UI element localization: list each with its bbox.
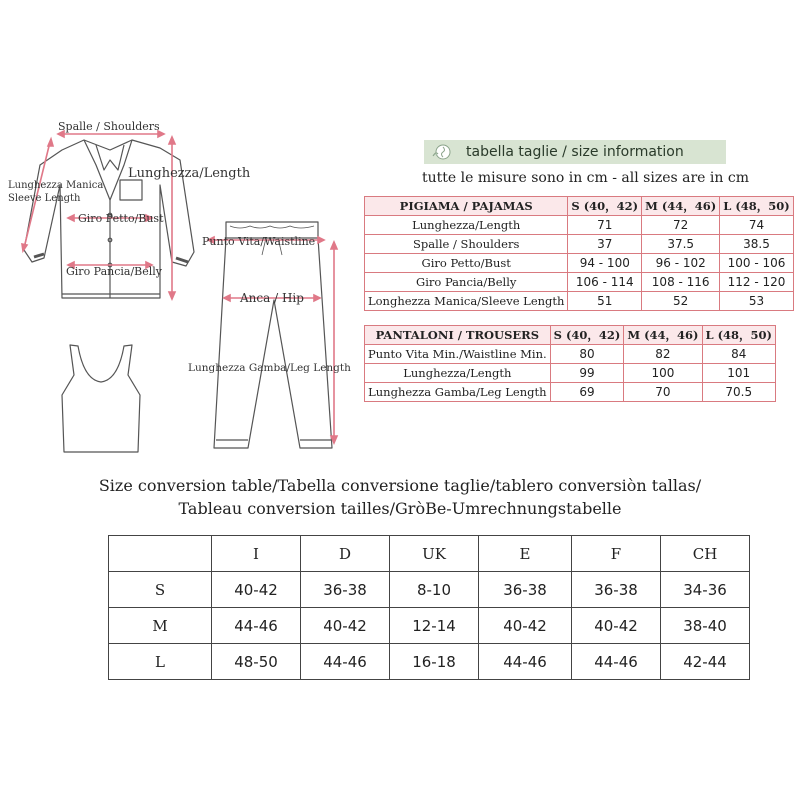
value-cell: 36-38 xyxy=(479,572,572,608)
value-cell: 36-38 xyxy=(301,572,390,608)
units-note: tutte le misure sono in cm - all sizes are in cm xyxy=(422,170,749,186)
table-header-row xyxy=(365,197,794,216)
value-cell: 80 xyxy=(550,345,624,364)
value-cell: 71 xyxy=(568,216,642,235)
trousers-size-table xyxy=(364,325,776,402)
table-row xyxy=(365,254,794,273)
header-cell: L (48，50) xyxy=(702,326,775,345)
value-cell: 40-42 xyxy=(479,608,572,644)
value-cell: 82 xyxy=(624,345,702,364)
value-cell: 106 - 114 xyxy=(568,273,642,292)
value-cell: 40-42 xyxy=(301,608,390,644)
hip-label: Anca / Hip xyxy=(240,291,304,305)
row-label-cell: Lunghezza/Length xyxy=(365,216,568,235)
value-cell: 70 xyxy=(624,383,702,402)
rose-icon xyxy=(424,140,462,164)
row-label-cell: Punto Vita Min./Waistline Min. xyxy=(365,345,551,364)
value-cell: 74 xyxy=(720,216,793,235)
value-cell: 108 - 116 xyxy=(642,273,720,292)
table-row xyxy=(365,364,776,383)
value-cell: 34-36 xyxy=(661,572,750,608)
value-cell: 84 xyxy=(702,345,775,364)
header-cell: UK xyxy=(390,536,479,572)
value-cell: 40-42 xyxy=(572,608,661,644)
table-row xyxy=(365,216,794,235)
size-info-banner xyxy=(424,140,726,164)
row-label-cell: M xyxy=(109,608,212,644)
value-cell: 48-50 xyxy=(212,644,301,680)
value-cell: 100 xyxy=(624,364,702,383)
row-label-cell: Longhezza Manica/Sleeve Length xyxy=(365,292,568,311)
table-row xyxy=(109,572,750,608)
sleeve-length-label-en: Sleeve Length xyxy=(8,193,81,204)
header-cell: PANTALONI / TROUSERS xyxy=(365,326,551,345)
value-cell: 38-40 xyxy=(661,608,750,644)
table-header-row xyxy=(109,536,750,572)
value-cell: 12-14 xyxy=(390,608,479,644)
header-cell: CH xyxy=(661,536,750,572)
size-conversion-table xyxy=(108,535,750,680)
value-cell: 37 xyxy=(568,235,642,254)
conversion-title-line2: Tableau conversion tailles/GròBe-Umrechnungstabelle xyxy=(178,499,622,518)
value-cell: 70.5 xyxy=(702,383,775,402)
row-label-cell: Giro Pancia/Belly xyxy=(365,273,568,292)
sleeve-length-label-it: Lunghezza Manica xyxy=(8,180,104,191)
trousers-sketch xyxy=(214,222,332,448)
value-cell: 112 - 120 xyxy=(720,273,793,292)
table-row xyxy=(365,292,794,311)
value-cell: 37.5 xyxy=(642,235,720,254)
value-cell: 40-42 xyxy=(212,572,301,608)
value-cell: 94 - 100 xyxy=(568,254,642,273)
value-cell: 44-46 xyxy=(301,644,390,680)
shoulders-label: Spalle / Shoulders xyxy=(58,120,160,133)
value-cell: 16-18 xyxy=(390,644,479,680)
conversion-title-line1: Size conversion table/Tabella conversione taglie/tablero conversiòn tallas/ xyxy=(98,476,702,495)
belly-label: Giro Pancia/Belly xyxy=(66,265,163,278)
header-cell xyxy=(109,536,212,572)
table-header-row xyxy=(365,326,776,345)
header-cell: E xyxy=(479,536,572,572)
value-cell: 52 xyxy=(642,292,720,311)
header-cell: I xyxy=(212,536,301,572)
value-cell: 96 - 102 xyxy=(642,254,720,273)
value-cell: 44-46 xyxy=(212,608,301,644)
table-row xyxy=(109,608,750,644)
row-label-cell: Spalle / Shoulders xyxy=(365,235,568,254)
header-cell: S (40，42) xyxy=(568,197,642,216)
leg-length-label: Lunghezza Gamba/Leg Length xyxy=(188,362,351,374)
header-cell: D xyxy=(301,536,390,572)
table-row xyxy=(365,273,794,292)
value-cell: 51 xyxy=(568,292,642,311)
table-row xyxy=(365,345,776,364)
length-label: Lunghezza/Length xyxy=(128,166,251,181)
row-label-cell: L xyxy=(109,644,212,680)
banner-text: tabella taglie / size information xyxy=(466,144,684,160)
table-row xyxy=(109,644,750,680)
pajamas-size-table xyxy=(364,196,794,311)
row-label-cell: S xyxy=(109,572,212,608)
value-cell: 72 xyxy=(642,216,720,235)
header-cell: PIGIAMA / PAJAMAS xyxy=(365,197,568,216)
value-cell: 36-38 xyxy=(572,572,661,608)
value-cell: 53 xyxy=(720,292,793,311)
row-label-cell: Giro Petto/Bust xyxy=(365,254,568,273)
table-row xyxy=(365,383,776,402)
value-cell: 8-10 xyxy=(390,572,479,608)
value-cell: 44-46 xyxy=(572,644,661,680)
row-label-cell: Lunghezza/Length xyxy=(365,364,551,383)
value-cell: 42-44 xyxy=(661,644,750,680)
table-row xyxy=(365,235,794,254)
tank-top-sketch xyxy=(62,345,140,452)
value-cell: 101 xyxy=(702,364,775,383)
row-label-cell: Lunghezza Gamba/Leg Length xyxy=(365,383,551,402)
value-cell: 100 - 106 xyxy=(720,254,793,273)
value-cell: 69 xyxy=(550,383,624,402)
value-cell: 99 xyxy=(550,364,624,383)
header-cell: L (48，50) xyxy=(720,197,793,216)
header-cell: S (40，42) xyxy=(550,326,624,345)
header-cell: F xyxy=(572,536,661,572)
header-cell: M (44，46) xyxy=(624,326,702,345)
bust-label: Giro Petto/Bust xyxy=(78,212,164,225)
value-cell: 44-46 xyxy=(479,644,572,680)
value-cell: 38.5 xyxy=(720,235,793,254)
header-cell: M (44，46) xyxy=(642,197,720,216)
waistline-label: Punto Vita/Waistline xyxy=(202,235,316,248)
